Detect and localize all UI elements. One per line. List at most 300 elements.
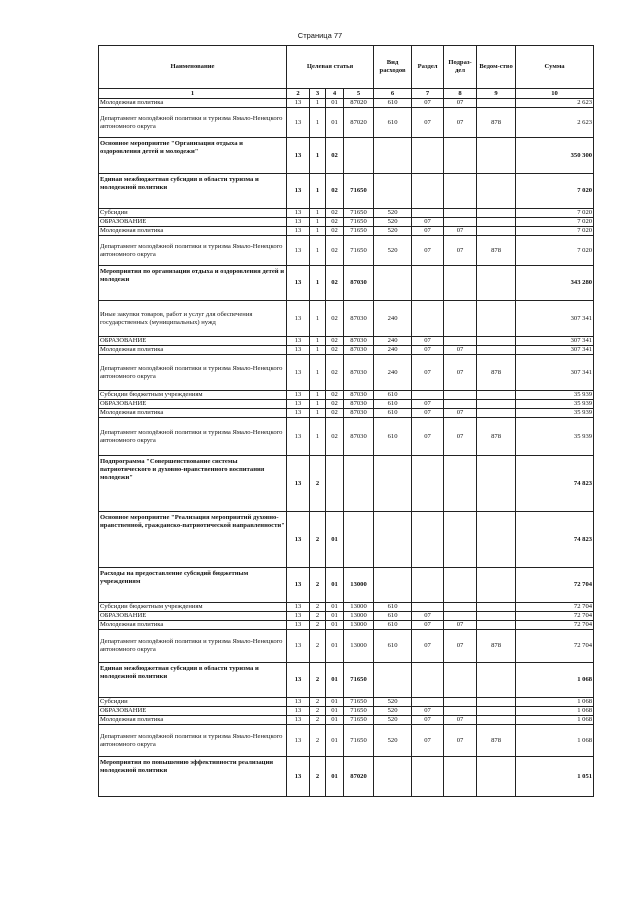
table-body [99,99,594,797]
department-code [477,757,516,797]
row-name: ОБРАЗОВАНИЕ [99,337,287,346]
sum-value: 350 300 [516,138,594,174]
subsection-code [444,456,477,512]
header-department: Ведом-ство [477,46,516,89]
target-code-5: 87030 [344,409,374,418]
target-code-3: 2 [310,663,326,698]
table-row [99,621,594,630]
department-code [477,301,516,337]
target-code-4: 02 [326,418,344,456]
target-code-2: 13 [287,698,310,707]
row-name: Молодежная политика [99,409,287,418]
expense-type-code [374,456,412,512]
row-name: Мероприятия по повышению эффективности реализации молодежной политики [99,757,287,797]
target-code-3: 2 [310,707,326,716]
target-code-5: 71650 [344,707,374,716]
section-code [412,301,444,337]
target-code-2: 13 [287,174,310,209]
department-code: 878 [477,355,516,391]
expense-type-code: 520 [374,218,412,227]
row-name: Департамент молодёжной политики и туризма Ямало-Ненецкого автономного округа [99,355,287,391]
target-code-4: 01 [326,725,344,757]
target-code-2: 13 [287,621,310,630]
target-code-4: 02 [326,391,344,400]
target-code-5: 71650 [344,725,374,757]
section-code [412,603,444,612]
target-code-4: 01 [326,99,344,108]
target-code-2: 13 [287,355,310,391]
sum-value: 74 823 [516,456,594,512]
target-code-2: 13 [287,725,310,757]
expense-type-code: 610 [374,418,412,456]
sum-value: 35 939 [516,391,594,400]
sum-value: 1 068 [516,663,594,698]
target-code-4: 02 [326,227,344,236]
sum-value: 2 623 [516,99,594,108]
subsection-code [444,707,477,716]
target-code-4: 02 [326,174,344,209]
row-name: Молодежная политика [99,99,287,108]
target-code-2: 13 [287,603,310,612]
target-code-3: 1 [310,209,326,218]
target-code-5: 71650 [344,698,374,707]
section-code: 07 [412,716,444,725]
row-name: Субсидии [99,209,287,218]
section-code: 07 [412,227,444,236]
sum-value: 343 280 [516,266,594,301]
section-code [412,456,444,512]
target-code-2: 13 [287,707,310,716]
column-number: 4 [326,89,344,99]
table-row [99,227,594,236]
target-code-2: 13 [287,456,310,512]
section-code [412,663,444,698]
target-code-2: 13 [287,630,310,663]
expense-type-code [374,512,412,568]
target-code-4: 01 [326,757,344,797]
subsection-code: 07 [444,236,477,266]
table-row [99,725,594,757]
expense-type-code [374,138,412,174]
subsection-code [444,663,477,698]
sum-value: 72 704 [516,568,594,603]
row-name: Департамент молодёжной политики и туризма Ямало-Ненецкого автономного округа [99,630,287,663]
target-code-3: 1 [310,218,326,227]
expense-type-code: 520 [374,236,412,266]
department-code [477,337,516,346]
expense-type-code: 610 [374,409,412,418]
subsection-code [444,757,477,797]
target-code-2: 13 [287,663,310,698]
target-code-5: 71650 [344,174,374,209]
target-code-3: 2 [310,725,326,757]
expense-type-code: 520 [374,209,412,218]
target-code-3: 2 [310,698,326,707]
expense-type-code: 520 [374,707,412,716]
expense-type-code: 610 [374,603,412,612]
target-code-4: 02 [326,209,344,218]
table-row [99,568,594,603]
sum-value: 1 068 [516,707,594,716]
column-number: 10 [516,89,594,99]
page-title: Страница 77 [297,31,343,40]
department-code: 878 [477,236,516,266]
target-code-4: 01 [326,108,344,138]
target-code-4: 02 [326,236,344,266]
target-code-3: 2 [310,757,326,797]
section-code: 07 [412,409,444,418]
expense-type-code: 240 [374,346,412,355]
expense-type-code [374,757,412,797]
subsection-code [444,174,477,209]
budget-table [98,45,594,797]
table-row [99,266,594,301]
row-name: ОБРАЗОВАНИЕ [99,707,287,716]
sum-value: 7 020 [516,218,594,227]
target-code-5: 71650 [344,218,374,227]
target-code-3: 2 [310,512,326,568]
header-sum: Сумма [516,46,594,89]
department-code [477,568,516,603]
target-code-4: 02 [326,301,344,337]
target-code-5: 13000 [344,568,374,603]
sum-value: 1 068 [516,716,594,725]
expense-type-code: 520 [374,725,412,757]
column-number: 2 [287,89,310,99]
expense-type-code: 610 [374,391,412,400]
target-code-3: 1 [310,227,326,236]
section-code: 07 [412,725,444,757]
target-code-2: 13 [287,346,310,355]
table-row [99,707,594,716]
table-row [99,391,594,400]
row-name: Департамент молодёжной политики и туризма Ямало-Ненецкого автономного округа [99,725,287,757]
target-code-5: 87030 [344,301,374,337]
target-code-3: 1 [310,266,326,301]
section-code [412,391,444,400]
row-name: Молодежная политика [99,346,287,355]
section-code: 07 [412,418,444,456]
target-code-3: 1 [310,400,326,409]
target-code-5: 87030 [344,400,374,409]
row-name: ОБРАЗОВАНИЕ [99,612,287,621]
target-code-5: 71650 [344,209,374,218]
subsection-code: 07 [444,346,477,355]
department-code [477,227,516,236]
target-code-2: 13 [287,108,310,138]
target-code-4: 01 [326,612,344,621]
table-row [99,174,594,209]
row-name: Единая межбюджетная субсидия в области туризма и молодежной политики [99,174,287,209]
target-code-3: 1 [310,355,326,391]
target-code-5: 13000 [344,630,374,663]
column-number: 8 [444,89,477,99]
row-name: Субсидии бюджетным учреждениям [99,391,287,400]
row-name: Молодежная политика [99,227,287,236]
expense-type-code: 240 [374,337,412,346]
section-code: 07 [412,236,444,266]
target-code-3: 2 [310,612,326,621]
table-row [99,236,594,266]
table-row [99,409,594,418]
target-code-3: 1 [310,236,326,266]
table-header-row [99,46,594,89]
subsection-code: 07 [444,725,477,757]
target-code-5: 87030 [344,337,374,346]
department-code: 878 [477,630,516,663]
target-code-2: 13 [287,568,310,603]
section-code: 07 [412,218,444,227]
target-code-3: 1 [310,409,326,418]
subsection-code [444,209,477,218]
target-code-2: 13 [287,236,310,266]
table-row [99,99,594,108]
target-code-5: 87030 [344,346,374,355]
target-code-3: 1 [310,346,326,355]
target-code-4: 01 [326,621,344,630]
subsection-code: 07 [444,355,477,391]
target-code-3: 1 [310,174,326,209]
department-code [477,621,516,630]
column-number: 9 [477,89,516,99]
target-code-3: 1 [310,301,326,337]
department-code [477,174,516,209]
target-code-3: 1 [310,418,326,456]
table-row [99,456,594,512]
table-row [99,716,594,725]
header-name: Наименование [99,46,287,89]
table-row [99,603,594,612]
target-code-4: 02 [326,266,344,301]
department-code [477,138,516,174]
subsection-code [444,400,477,409]
department-code [477,218,516,227]
subsection-code [444,218,477,227]
section-code [412,698,444,707]
target-code-2: 13 [287,757,310,797]
subsection-code [444,266,477,301]
table-row [99,757,594,797]
target-code-3: 2 [310,568,326,603]
sum-value: 1 068 [516,698,594,707]
department-code: 878 [477,725,516,757]
department-code [477,698,516,707]
expense-type-code: 240 [374,301,412,337]
target-code-2: 13 [287,266,310,301]
target-code-2: 13 [287,512,310,568]
table-row [99,301,594,337]
sum-value: 35 939 [516,409,594,418]
row-name: Основное мероприятие "Реализация мероприятий духовно-нравственной, гражданско-патриотической направленности" [99,512,287,568]
expense-type-code: 520 [374,716,412,725]
table-row [99,108,594,138]
expense-type-code: 610 [374,400,412,409]
subsection-code: 07 [444,108,477,138]
column-number: 6 [374,89,412,99]
sum-value: 307 341 [516,355,594,391]
row-name: ОБРАЗОВАНИЕ [99,400,287,409]
row-name: Департамент молодёжной политики и туризма Ямало-Ненецкого автономного округа [99,236,287,266]
sum-value: 307 341 [516,337,594,346]
expense-type-code: 610 [374,108,412,138]
target-code-5: 87030 [344,418,374,456]
department-code [477,456,516,512]
target-code-5: 13000 [344,603,374,612]
subsection-code [444,301,477,337]
sum-value: 307 341 [516,301,594,337]
department-code: 878 [477,108,516,138]
target-code-5: 71650 [344,227,374,236]
expense-type-code: 610 [374,612,412,621]
target-code-3: 2 [310,603,326,612]
target-code-4: 01 [326,716,344,725]
sum-value: 7 020 [516,209,594,218]
section-code: 07 [412,346,444,355]
expense-type-code: 610 [374,630,412,663]
department-code [477,400,516,409]
section-code: 07 [412,355,444,391]
subsection-code: 07 [444,409,477,418]
row-name: Расходы на предоставление субсидий бюджетным учреждениям [99,568,287,603]
section-code: 07 [412,707,444,716]
sum-value: 7 020 [516,227,594,236]
subsection-code [444,612,477,621]
target-code-2: 13 [287,400,310,409]
target-code-5: 87020 [344,99,374,108]
row-name: Субсидии бюджетным учреждениям [99,603,287,612]
table-row [99,209,594,218]
target-code-2: 13 [287,337,310,346]
target-code-5: 87030 [344,355,374,391]
target-code-5: 71650 [344,663,374,698]
header-target-article: Целевая статья [287,46,374,89]
subsection-code [444,568,477,603]
target-code-5: 13000 [344,612,374,621]
expense-type-code [374,568,412,603]
subsection-code: 07 [444,99,477,108]
target-code-4: 02 [326,409,344,418]
sum-value: 7 020 [516,174,594,209]
target-code-5: 13000 [344,621,374,630]
target-code-4: 01 [326,698,344,707]
target-code-2: 13 [287,301,310,337]
target-code-3: 1 [310,108,326,138]
sum-value: 72 704 [516,612,594,621]
target-code-4: 02 [326,400,344,409]
section-code: 07 [412,99,444,108]
target-code-5: 87030 [344,266,374,301]
expense-type-code: 610 [374,99,412,108]
target-code-5 [344,512,374,568]
department-code [477,99,516,108]
department-code [477,391,516,400]
table-row [99,630,594,663]
target-code-4: 02 [326,346,344,355]
row-name: Основное мероприятие "Организация отдыха и оздоровления детей и молодежи" [99,138,287,174]
table-row [99,400,594,409]
department-code [477,409,516,418]
expense-type-code [374,663,412,698]
target-code-3: 1 [310,391,326,400]
sum-value: 35 939 [516,418,594,456]
column-number: 7 [412,89,444,99]
target-code-3: 2 [310,621,326,630]
table-row [99,698,594,707]
sum-value: 74 823 [516,512,594,568]
section-code [412,512,444,568]
target-code-4: 02 [326,337,344,346]
target-code-2: 13 [287,209,310,218]
target-code-5: 71650 [344,716,374,725]
target-code-3: 2 [310,456,326,512]
section-code [412,266,444,301]
section-code [412,568,444,603]
target-code-5 [344,138,374,174]
column-number: 1 [99,89,287,99]
target-code-3: 1 [310,337,326,346]
target-code-4: 02 [326,138,344,174]
target-code-4: 01 [326,663,344,698]
header-section: Раздел [412,46,444,89]
target-code-4: 01 [326,630,344,663]
target-code-2: 13 [287,99,310,108]
target-code-3: 2 [310,630,326,663]
table-row [99,512,594,568]
target-code-4: 01 [326,603,344,612]
column-number-row [99,89,594,99]
section-code: 07 [412,621,444,630]
target-code-4: 02 [326,218,344,227]
row-name: Мероприятия по организации отдыха и оздоровления детей и молодежи [99,266,287,301]
section-code: 07 [412,612,444,621]
header-subsection: Подраз-дел [444,46,477,89]
subsection-code: 07 [444,418,477,456]
department-code [477,603,516,612]
row-name: Подпрограмма "Совершенствование системы патриотического и духовно-нравственного воспитания молодежи" [99,456,287,512]
target-code-2: 13 [287,409,310,418]
target-code-4: 02 [326,355,344,391]
subsection-code [444,603,477,612]
target-code-2: 13 [287,218,310,227]
subsection-code: 07 [444,621,477,630]
target-code-5: 87020 [344,757,374,797]
row-name: Департамент молодёжной политики и туризма Ямало-Ненецкого автономного округа [99,418,287,456]
subsection-code [444,391,477,400]
target-code-5: 71650 [344,236,374,266]
sum-value: 1 051 [516,757,594,797]
section-code: 07 [412,337,444,346]
target-code-2: 13 [287,138,310,174]
target-code-5: 87030 [344,391,374,400]
table-row [99,663,594,698]
row-name: Единая межбюджетная субсидия в области туризма и молодежной политики [99,663,287,698]
target-code-4: 01 [326,568,344,603]
subsection-code [444,337,477,346]
table-row [99,138,594,174]
target-code-4: 01 [326,707,344,716]
subsection-code: 07 [444,630,477,663]
row-name: Молодежная политика [99,621,287,630]
target-code-4 [326,456,344,512]
target-code-2: 13 [287,418,310,456]
expense-type-code [374,266,412,301]
column-number: 5 [344,89,374,99]
target-code-5: 87020 [344,108,374,138]
table-row [99,355,594,391]
department-code: 878 [477,418,516,456]
sum-value: 7 020 [516,236,594,266]
sum-value: 35 939 [516,400,594,409]
